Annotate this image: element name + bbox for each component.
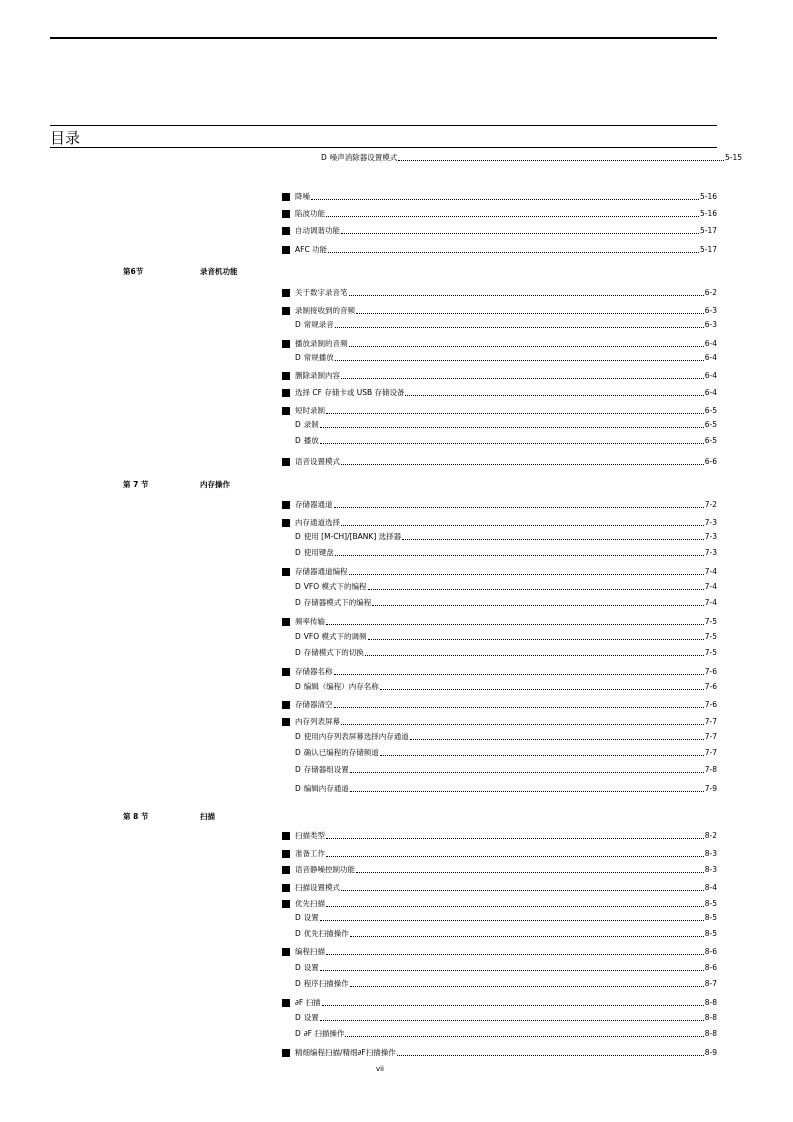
section-title: 扫描 (200, 812, 215, 821)
entry-label: 扫描设置模式 (295, 883, 340, 892)
dot-leader (356, 312, 704, 314)
entry-label: 存储模式下的切换 (303, 648, 364, 657)
entry-page-number: 8-9 (704, 1048, 717, 1057)
entry-prefix: D (295, 648, 301, 657)
toc-subentry[interactable] (295, 320, 717, 330)
entry-page-number: 7-3 (704, 518, 717, 527)
entry-label: 关于数字录音笔 (295, 288, 348, 297)
entry-label: 播放录制的音频 (295, 339, 348, 348)
dot-leader (349, 345, 704, 347)
entry-page-number: 7-7 (704, 732, 717, 741)
entry-page-number: 6-2 (704, 288, 717, 297)
toc-subentry[interactable] (295, 784, 717, 794)
dot-leader (341, 377, 704, 379)
entry-label: 内存通道选择 (295, 518, 340, 527)
entry-page-number: 7-4 (704, 567, 717, 576)
entry-page-number: 5-15 (724, 153, 742, 162)
entry-prefix: D (295, 979, 301, 988)
header-rule (50, 37, 717, 39)
entry-label: 准备工作 (295, 849, 325, 858)
toc-subentry[interactable] (295, 632, 717, 642)
entry-page-number: 8-5 (704, 913, 717, 922)
entry-label: 录制 (303, 420, 319, 429)
entry-prefix: D (295, 532, 301, 541)
toc-subentry[interactable] (295, 1029, 717, 1039)
toc-subentry[interactable] (295, 532, 717, 542)
entry-label: 确认已编程的存储频道 (303, 748, 379, 757)
square-bullet-icon (282, 458, 290, 466)
entry-label: 内存列表屏幕 (295, 717, 340, 726)
entry-prefix: D (295, 765, 301, 774)
entry-page-number: 6-4 (704, 388, 717, 397)
entry-page-number: 5-16 (699, 192, 717, 201)
dot-leader (368, 638, 704, 640)
entry-label: AFC 功能 (295, 245, 328, 254)
entry-prefix: D (321, 153, 327, 162)
entry-page-number: 7-5 (704, 617, 717, 626)
square-bullet-icon (282, 372, 290, 380)
toc-entry[interactable] (282, 388, 717, 398)
toc-subentry[interactable] (295, 963, 717, 973)
dot-leader (368, 588, 704, 590)
dot-leader (334, 506, 704, 508)
toc-entry[interactable] (282, 245, 717, 255)
entry-prefix: D (295, 436, 301, 445)
dot-leader (320, 442, 704, 444)
entry-label: 播放 (303, 436, 319, 445)
dot-leader (345, 1035, 703, 1037)
section-title: 录音机功能 (200, 267, 238, 276)
section-number: 第 8 节 (123, 812, 149, 821)
toc-subentry[interactable] (295, 1013, 717, 1023)
entry-label: 设置 (303, 1013, 319, 1022)
dot-leader (380, 688, 704, 690)
entry-page-number: 6-6 (704, 457, 717, 466)
entry-label: 存储器模式下的编程 (303, 598, 372, 607)
entry-prefix: D (295, 598, 301, 607)
entry-page-number: 7-3 (704, 548, 717, 557)
dot-leader (335, 326, 704, 328)
dot-leader (326, 412, 704, 414)
entry-page-number: 8-8 (704, 1013, 717, 1022)
entry-label: 语音设置模式 (295, 457, 340, 466)
toc-subentry[interactable] (295, 929, 717, 939)
toc-title: 目录 (50, 129, 81, 147)
entry-page-number: 7-2 (704, 500, 717, 509)
dot-leader (397, 1054, 704, 1056)
section-title: 内存操作 (200, 480, 230, 489)
entry-label: 存储器名称 (295, 667, 333, 676)
dot-leader (328, 251, 699, 253)
dot-leader (341, 463, 704, 465)
dot-leader (350, 985, 704, 987)
entry-prefix: D (295, 748, 301, 757)
entry-prefix: D (295, 963, 301, 972)
entry-page-number: 8-5 (704, 929, 717, 938)
square-bullet-icon (282, 850, 290, 858)
square-bullet-icon (282, 884, 290, 892)
square-bullet-icon (282, 193, 290, 201)
entry-page-number: 7-6 (704, 667, 717, 676)
dot-leader (326, 837, 704, 839)
square-bullet-icon (282, 668, 290, 676)
page-number: vii (375, 1065, 385, 1073)
dot-leader (326, 855, 704, 857)
dot-leader (320, 426, 704, 428)
square-bullet-icon (282, 1049, 290, 1057)
entry-page-number: 6-3 (704, 306, 717, 315)
dot-leader (341, 889, 704, 891)
dot-leader (320, 1019, 704, 1021)
dot-leader (349, 294, 704, 296)
entry-label: 程序扫描操作 (303, 979, 349, 988)
entry-prefix: D (295, 929, 301, 938)
dot-leader (326, 623, 704, 625)
entry-label: 扫描类型 (295, 831, 325, 840)
entry-page-number: 6-3 (704, 320, 717, 329)
square-bullet-icon (282, 999, 290, 1007)
toc-entry[interactable] (282, 998, 717, 1008)
entry-label: VFO 模式下的调频 (303, 632, 367, 641)
dot-leader (322, 1004, 704, 1006)
entry-prefix: D (295, 682, 301, 691)
toc-entry[interactable] (282, 226, 717, 236)
entry-prefix: D (295, 1029, 301, 1038)
dot-leader (380, 754, 704, 756)
toc-subentry[interactable] (321, 153, 742, 163)
entry-page-number: 7-9 (704, 784, 717, 793)
square-bullet-icon (282, 210, 290, 218)
entry-label: 常规播放 (303, 353, 334, 362)
entry-page-number: 7-8 (704, 765, 717, 774)
entry-label: 使用内存列表屏幕选择内存通道 (303, 732, 409, 741)
entry-label: 语音静噪控制功能 (295, 865, 355, 874)
entry-prefix: D (295, 320, 301, 329)
dot-leader (341, 723, 704, 725)
entry-label: ∂F 扫描操作 (303, 1029, 345, 1038)
entry-prefix: D (295, 1013, 301, 1022)
entry-page-number: 7-7 (704, 717, 717, 726)
square-bullet-icon (282, 832, 290, 840)
entry-label: 存储器通道 (295, 500, 333, 509)
entry-label: 编辑（编程）内存名称 (303, 682, 379, 691)
entry-label: 精细编程扫描/精细∂F扫描操作 (295, 1048, 396, 1057)
dot-leader (335, 359, 704, 361)
toc-subentry[interactable] (295, 548, 717, 558)
dot-leader (326, 953, 704, 955)
entry-label: 存储器通道编程 (295, 567, 348, 576)
toc-entry[interactable] (282, 371, 717, 381)
toc-subentry[interactable] (295, 979, 717, 989)
toc-entry[interactable] (282, 1048, 717, 1058)
entry-page-number: 8-8 (704, 1029, 717, 1038)
dot-leader (326, 905, 704, 907)
square-bullet-icon (282, 501, 290, 509)
entry-label: ∂F 扫描 (295, 998, 321, 1007)
toc-entry[interactable] (282, 306, 717, 316)
dot-leader (335, 554, 704, 556)
dot-leader (402, 538, 704, 540)
entry-label: 选择 CF 存储卡或 USB 存储设备 (295, 388, 405, 397)
toc-subentry[interactable] (295, 353, 717, 363)
entry-prefix: D (295, 632, 301, 641)
entry-page-number: 6-5 (704, 436, 717, 445)
toc-entry[interactable] (282, 339, 717, 349)
toc-entry[interactable] (282, 406, 717, 416)
square-bullet-icon (282, 948, 290, 956)
square-bullet-icon (282, 866, 290, 874)
entry-page-number: 6-5 (704, 406, 717, 415)
entry-page-number: 7-6 (704, 682, 717, 691)
entry-page-number: 6-5 (704, 420, 717, 429)
entry-prefix: D (295, 784, 301, 793)
entry-label: 录制接收到的音频 (295, 306, 355, 315)
entry-label: 陷波功能 (295, 209, 325, 218)
entry-page-number: 8-5 (704, 899, 717, 908)
dot-leader (365, 654, 704, 656)
dot-leader (350, 935, 704, 937)
title-rule-bottom (50, 147, 717, 148)
toc-subentry[interactable] (295, 682, 717, 692)
entry-page-number: 8-6 (704, 947, 717, 956)
dot-leader (326, 215, 699, 217)
entry-page-number: 7-7 (704, 748, 717, 757)
entry-page-number: 8-8 (704, 998, 717, 1007)
dot-leader (350, 790, 704, 792)
square-bullet-icon (282, 701, 290, 709)
entry-prefix: D (295, 353, 301, 362)
dot-leader (356, 871, 704, 873)
dot-leader (349, 573, 704, 575)
entry-label: 短时录制 (295, 406, 325, 415)
dot-leader (341, 524, 704, 526)
section-number: 第 7 节 (123, 480, 149, 489)
toc-entry[interactable] (282, 849, 717, 859)
entry-label: 编程扫描 (295, 947, 325, 956)
entry-label: 存储器清空 (295, 700, 333, 709)
toc-entry[interactable] (282, 899, 717, 909)
square-bullet-icon (282, 718, 290, 726)
entry-page-number: 6-4 (704, 339, 717, 348)
entry-page-number: 7-4 (704, 582, 717, 591)
entry-prefix: D (295, 732, 301, 741)
entry-prefix: D (295, 420, 301, 429)
toc-entry[interactable] (282, 567, 717, 577)
dot-leader (320, 919, 704, 921)
toc-subentry[interactable] (295, 765, 717, 775)
toc-entry[interactable] (282, 288, 717, 298)
toc-subentry[interactable] (295, 436, 717, 446)
entry-label: 噪声消除器设置模式 (329, 153, 398, 162)
entry-page-number: 7-6 (704, 700, 717, 709)
entry-page-number: 8-4 (704, 883, 717, 892)
toc-subentry[interactable] (295, 598, 717, 608)
entry-label: 删除录制内容 (295, 371, 340, 380)
entry-page-number: 7-4 (704, 598, 717, 607)
dot-leader (320, 969, 704, 971)
dot-leader (405, 394, 703, 396)
title-rule-top (50, 125, 717, 126)
entry-page-number: 5-17 (699, 245, 717, 254)
entry-label: 降噪 (295, 192, 310, 201)
toc-subentry[interactable] (295, 420, 717, 430)
entry-prefix: D (295, 913, 301, 922)
dot-leader (410, 738, 704, 740)
entry-label: 设置 (303, 913, 319, 922)
section-number: 第6节 (123, 267, 144, 276)
dot-leader (350, 771, 704, 773)
toc-entry[interactable] (282, 865, 717, 875)
entry-label: 常规录音 (303, 320, 334, 329)
entry-label: 编辑内存通道 (303, 784, 349, 793)
toc-subentry[interactable] (295, 582, 717, 592)
square-bullet-icon (282, 568, 290, 576)
entry-page-number: 7-5 (704, 632, 717, 641)
dot-leader (398, 159, 724, 161)
toc-entry[interactable] (282, 883, 717, 893)
dot-leader (311, 198, 699, 200)
entry-label: 使用键盘 (303, 548, 334, 557)
toc-entry[interactable] (282, 209, 717, 219)
dot-leader (372, 604, 703, 606)
entry-page-number: 8-7 (704, 979, 717, 988)
square-bullet-icon (282, 407, 290, 415)
entry-label: 自动调谐功能 (295, 226, 340, 235)
square-bullet-icon (282, 618, 290, 626)
entry-page-number: 8-6 (704, 963, 717, 972)
entry-label: 优先扫描操作 (303, 929, 349, 938)
toc-entry[interactable] (282, 831, 717, 841)
entry-page-number: 5-17 (699, 226, 717, 235)
entry-prefix: D (295, 548, 301, 557)
toc-entry[interactable] (282, 518, 717, 528)
entry-page-number: 7-5 (704, 648, 717, 657)
entry-prefix: D (295, 582, 301, 591)
toc-entry[interactable] (282, 700, 717, 710)
entry-label: 优先扫描 (295, 899, 325, 908)
square-bullet-icon (282, 307, 290, 315)
toc-subentry[interactable] (295, 732, 717, 742)
dot-leader (334, 673, 704, 675)
entry-label: 频率传输 (295, 617, 325, 626)
toc-entry[interactable] (282, 500, 717, 510)
entry-page-number: 6-4 (704, 353, 717, 362)
toc-entry[interactable] (282, 192, 717, 202)
entry-label: 设置 (303, 963, 319, 972)
entry-page-number: 6-4 (704, 371, 717, 380)
entry-label: VFO 模式下的编程 (303, 582, 367, 591)
toc-entry[interactable] (282, 947, 717, 957)
square-bullet-icon (282, 246, 290, 254)
square-bullet-icon (282, 519, 290, 527)
square-bullet-icon (282, 227, 290, 235)
dot-leader (341, 232, 699, 234)
entry-page-number: 8-3 (704, 849, 717, 858)
toc-entry[interactable] (282, 667, 717, 677)
dot-leader (334, 706, 704, 708)
entry-page-number: 7-3 (704, 532, 717, 541)
toc-entry[interactable] (282, 717, 717, 727)
square-bullet-icon (282, 340, 290, 348)
square-bullet-icon (282, 900, 290, 908)
square-bullet-icon (282, 389, 290, 397)
toc-entry[interactable] (282, 617, 717, 627)
toc-entry[interactable] (282, 457, 717, 467)
entry-page-number: 8-3 (704, 865, 717, 874)
entry-label: 使用 [M-CH]/[BANK] 选择器 (303, 532, 402, 541)
entry-page-number: 8-2 (704, 831, 717, 840)
square-bullet-icon (282, 289, 290, 297)
entry-page-number: 5-16 (699, 209, 717, 218)
toc-subentry[interactable] (295, 913, 717, 923)
toc-subentry[interactable] (295, 648, 717, 658)
entry-label: 存储器组设置 (303, 765, 349, 774)
toc-subentry[interactable] (295, 748, 717, 758)
